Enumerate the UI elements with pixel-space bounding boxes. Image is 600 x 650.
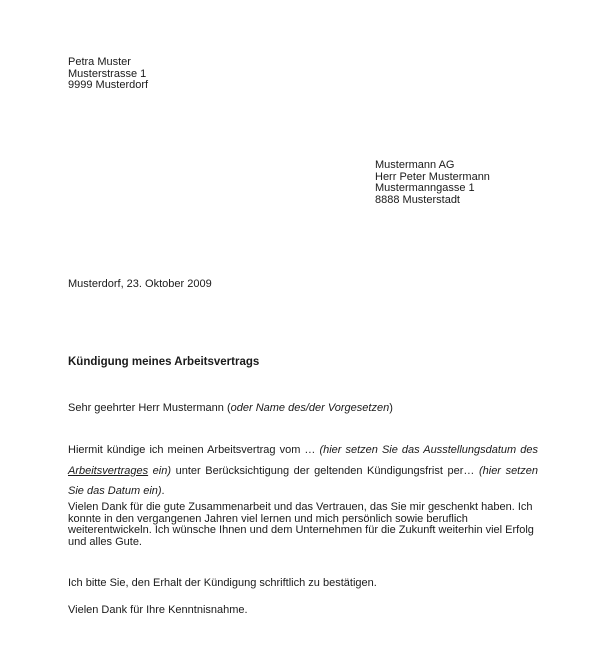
sender-name: Petra Muster bbox=[68, 56, 131, 68]
recipient-street: Mustermanngasse 1 bbox=[375, 182, 475, 194]
para1-text-3: . bbox=[161, 485, 165, 497]
recipient-address bbox=[375, 160, 490, 206]
para1-text-2: unter Berücksichtigung der geltenden Kündigungsfrist per… bbox=[171, 464, 479, 477]
sender-address bbox=[68, 57, 148, 92]
recipient-person: Herr Peter Mustermann bbox=[375, 170, 490, 183]
para1-hint-1a: (hier setzen Sie das Ausstellungsdatum des bbox=[319, 444, 538, 456]
date-line: Musterdorf, 23. Oktober 2009 bbox=[68, 278, 212, 290]
recipient-city: 8888 Musterstadt bbox=[375, 193, 460, 206]
para1-hint-2: (hier setzen Sie das Datum ein) bbox=[68, 464, 538, 497]
para1-text-1: Hiermit kündige ich meinen Arbeitsvertrag vom … bbox=[68, 444, 320, 456]
recipient-company: Mustermann AG bbox=[375, 159, 455, 171]
salutation bbox=[68, 403, 393, 415]
termination-paragraph bbox=[68, 440, 538, 502]
sender-city: 9999 Musterdorf bbox=[68, 79, 149, 91]
confirmation-request: Ich bitte Sie, den Erhalt der Kündigung schriftlich zu bestätigen. bbox=[68, 577, 377, 589]
para1-hint-1u: Arbeitsvertrages bbox=[68, 464, 149, 477]
subject-line: Kündigung meines Arbeitsvertrags bbox=[68, 356, 260, 368]
thanks-paragraph: Vielen Dank für die gute Zusammenarbeit und das Vertrauen, das Sie mir geschenkt haben. Ich konnte in den vergangenen Jahren viel lernen und mich persönlich sowie beruflich weiterentwickeln. Ich wünsche Ihnen und dem Unternehmen für die Zukunft weiterhin viel Erfolg und alles Gute. bbox=[68, 501, 534, 548]
salutation-hint: oder Name des/der Vorgesetzen bbox=[230, 402, 390, 414]
para1-hint-1b: ein) bbox=[148, 464, 172, 477]
closing-thanks: Vielen Dank für Ihre Kenntnisnahme. bbox=[68, 604, 248, 616]
salutation-text: Sehr geehrter Herr Mustermann ( bbox=[68, 402, 231, 414]
sender-street: Musterstrasse 1 bbox=[68, 67, 147, 80]
salutation-close: ) bbox=[389, 402, 393, 414]
